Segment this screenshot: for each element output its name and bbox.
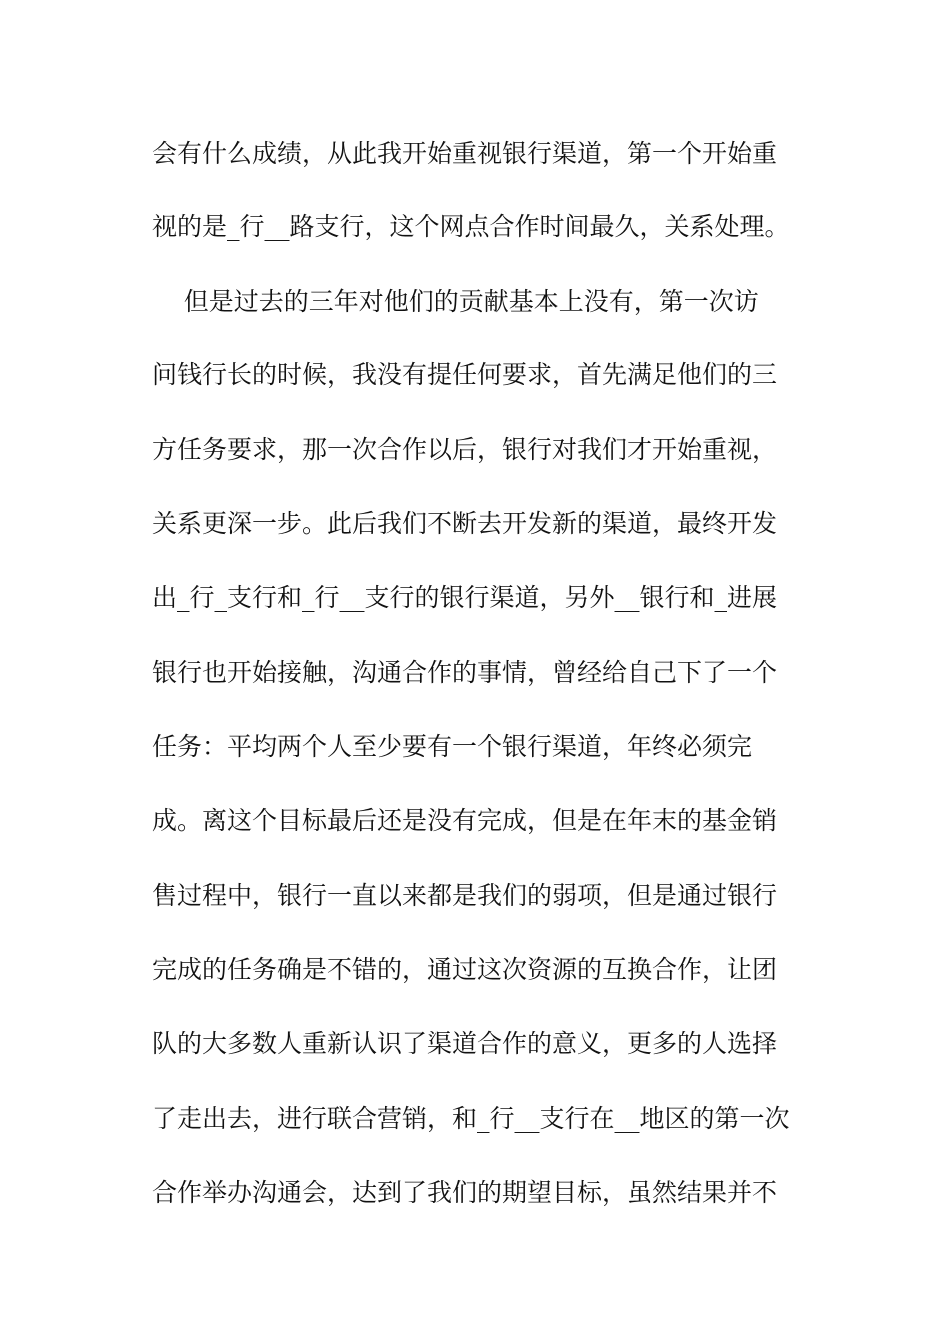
text-line: 银行也开始接触，沟通合作的事情，曾经给自己下了一个 <box>152 658 778 687</box>
text-line: 视的是_行__路支行，这个网点合作时间最久，关系处理。 <box>152 212 790 241</box>
text-line: 队的大多数人重新认识了渠道合作的意义，更多的人选择 <box>152 1029 778 1058</box>
text-line: 完成的任务确是不错的，通过这次资源的互换合作，让团 <box>152 955 778 984</box>
text-line: 售过程中，银行一直以来都是我们的弱项，但是通过银行 <box>152 881 778 910</box>
text-line: 问钱行长的时候，我没有提任何要求，首先满足他们的三 <box>152 360 778 389</box>
text-line: 方任务要求，那一次合作以后，银行对我们才开始重视， <box>152 435 778 464</box>
text-line: 成。离这个目标最后还是没有完成，但是在年末的基金销 <box>152 806 778 835</box>
text-line: 关系更深一步。此后我们不断去开发新的渠道，最终开发 <box>152 509 778 538</box>
text-line: 出_行_支行和_行__支行的银行渠道，另外__银行和_进展 <box>152 583 778 612</box>
text-line: 合作举办沟通会，达到了我们的期望目标，虽然结果并不 <box>152 1178 778 1207</box>
text-line: 任务：平均两个人至少要有一个银行渠道，年终必须完 <box>152 732 753 761</box>
text-line: 会有什么成绩，从此我开始重视银行渠道，第一个开始重 <box>152 139 778 168</box>
text-line: 但是过去的三年对他们的贡献基本上没有，第一次访 <box>152 287 759 316</box>
text-line: 了走出去，进行联合营销，和_行__支行在__地区的第一次 <box>152 1104 790 1133</box>
